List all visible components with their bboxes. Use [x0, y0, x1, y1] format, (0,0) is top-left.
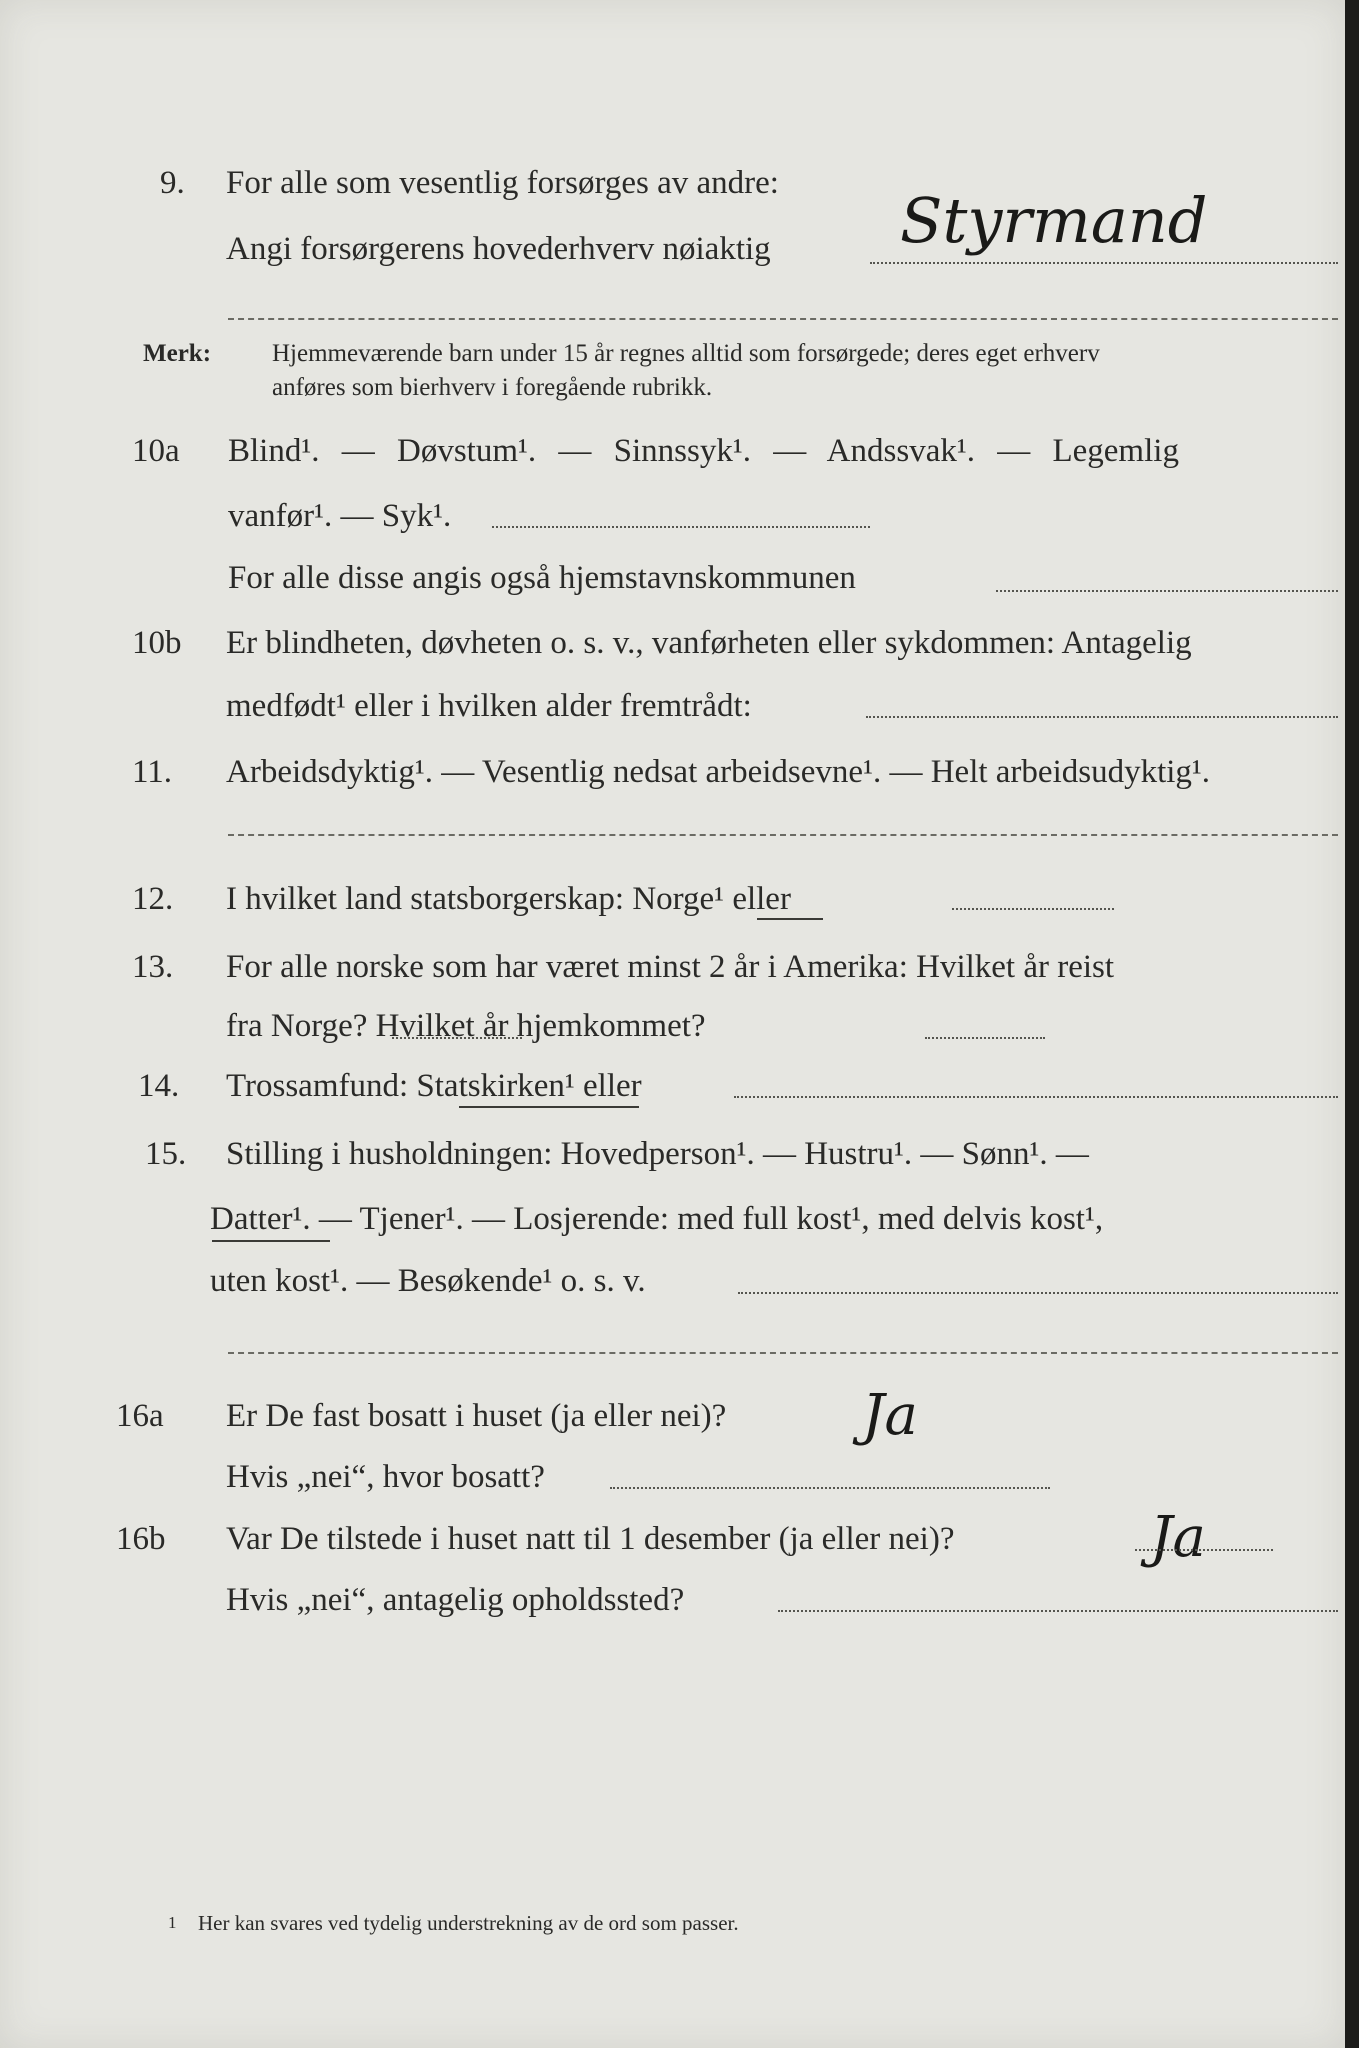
footnote-text: Her kan svares ved tydelig understrekning av de ord som passer. — [198, 1911, 739, 1935]
underline-norge — [757, 918, 823, 920]
note-line-2: anføres som bierhverv i foregående rubrikk. — [272, 374, 713, 401]
handwritten-answer-16b: Ja — [1150, 1505, 1206, 1570]
underline-statskirken — [459, 1106, 639, 1108]
question-16a-line-1: Er De fast bosatt i huset (ja eller nei)? — [226, 1398, 727, 1434]
separator-15 — [228, 1352, 1338, 1354]
question-9-line-2: Angi forsørgerens hovederhverv nøiaktig — [226, 231, 771, 267]
question-10b-line-1: Er blindheten, døvheten o. s. v., vanførheten eller sykdommen: Antagelig — [226, 625, 1192, 661]
underline-datter — [212, 1240, 330, 1242]
handwritten-answer-9: Styrmand — [900, 184, 1208, 257]
note-label: Merk: — [143, 340, 212, 367]
note-line-1: Hjemmeværende barn under 15 år regnes alltid som forsørgede; deres eget erhverv — [272, 340, 1100, 367]
answer-line-10a-home — [996, 590, 1338, 592]
question-16b-line-2: Hvis „nei“, antagelig opholdssted? — [226, 1582, 685, 1618]
question-number-9: 9. — [160, 165, 185, 201]
question-13-line-1: For alle norske som har været minst 2 år i Amerika: Hvilket år reist — [226, 949, 1115, 985]
answer-line-13-home — [925, 1037, 1045, 1039]
question-15-line-3: uten kost¹. — Besøkende¹ o. s. v. — [210, 1263, 646, 1299]
question-10a-line-3: For alle disse angis også hjemstavnskommunen — [228, 560, 856, 596]
answer-line-16b — [778, 1610, 1338, 1612]
answer-line-13-from — [392, 1037, 522, 1039]
answer-line-14 — [734, 1096, 1338, 1098]
question-15-line-2: Datter¹. — Tjener¹. — Losjerende: med full kost¹, med delvis kost¹, — [210, 1201, 1104, 1237]
question-number-13: 13. — [132, 949, 174, 985]
footnote-marker: 1 — [168, 1913, 177, 1932]
question-13-line-2: fra Norge? Hvilket år hjemkommet? — [226, 1008, 706, 1044]
answer-line-15 — [738, 1292, 1338, 1294]
question-10a-line-1: Blind¹. — Døvstum¹. — Sinnssyk¹. — Andssvak¹. — Legemlig — [228, 433, 1179, 469]
question-16b-line-1: Var De tilstede i huset natt til 1 desember (ja eller nei)? — [226, 1521, 955, 1557]
question-16a-line-2: Hvis „nei“, hvor bosatt? — [226, 1459, 545, 1495]
question-number-16b: 16b — [116, 1521, 166, 1557]
answer-line-16a — [610, 1487, 1050, 1489]
question-number-14: 14. — [138, 1068, 180, 1104]
question-number-12: 12. — [132, 881, 174, 917]
question-number-15: 15. — [145, 1136, 187, 1172]
question-10a-line-2: vanfør¹. — Syk¹. — [228, 498, 452, 534]
question-15-line-1: Stilling i husholdningen: Hovedperson¹. — Hustru¹. — Sønn¹. — — [226, 1136, 1089, 1172]
question-14-line-1: Trossamfund: Statskirken¹ eller — [226, 1068, 642, 1104]
scan-border — [1345, 0, 1359, 2048]
answer-line-16b-main — [1135, 1549, 1273, 1551]
question-11-line-1: Arbeidsdyktig¹. — Vesentlig nedsat arbeidsevne¹. — Helt arbeidsudyktig¹. — [226, 754, 1211, 790]
answer-line-9 — [870, 262, 1338, 264]
separator-9 — [228, 318, 1338, 320]
answer-line-10b — [866, 716, 1338, 718]
question-9-line-1: For alle som vesentlig forsørges av andre: — [226, 165, 779, 201]
answer-line-12 — [952, 908, 1114, 910]
question-12-line-1: I hvilket land statsborgerskap: Norge¹ eller — [226, 881, 791, 917]
question-number-10b: 10b — [132, 625, 182, 661]
question-10b-line-2: medfødt¹ eller i hvilken alder fremtrådt: — [226, 688, 752, 724]
question-number-11: 11. — [132, 754, 173, 790]
question-number-10a: 10a — [132, 433, 180, 469]
question-number-16a: 16a — [116, 1398, 164, 1434]
handwritten-answer-16a: Ja — [862, 1383, 918, 1448]
separator-11 — [228, 834, 1338, 836]
answer-line-10a — [492, 526, 870, 528]
